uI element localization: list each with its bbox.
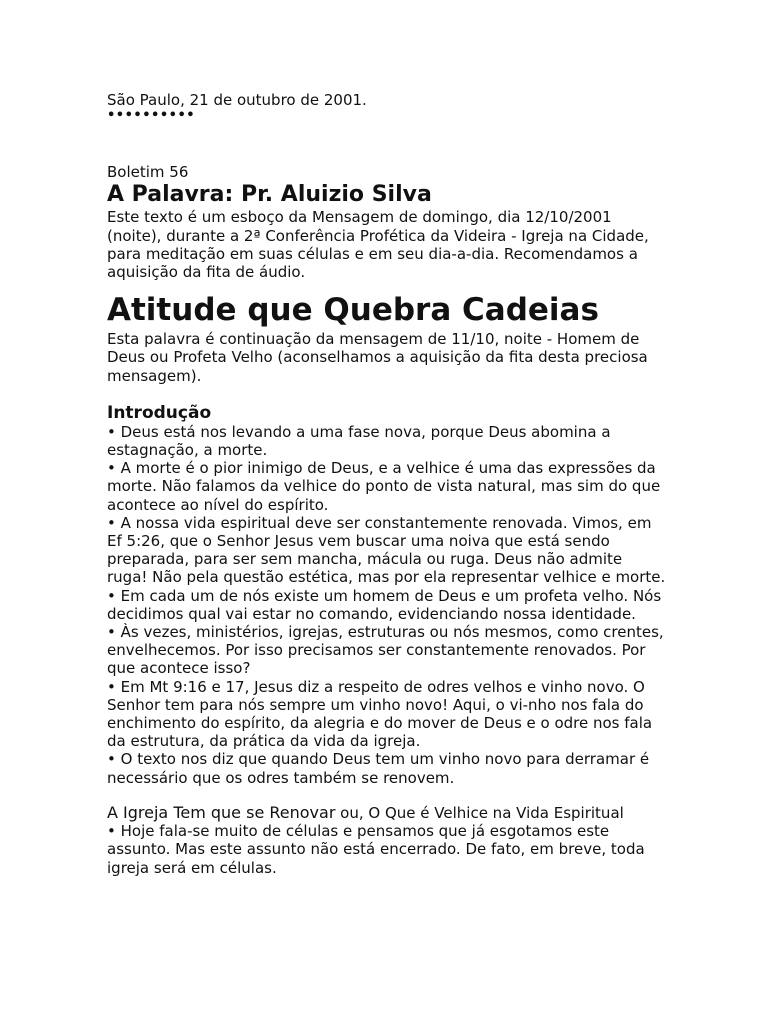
section-heading-main: A Igreja Tem que se Renovar <box>107 802 336 822</box>
bullet-item: • Em Mt 9:16 e 17, Jesus diz a respeito de odres velhos e vinho novo. O Senhor tem para nós sempre um vinho novo! Aqui, o vi-nho nos fala do enchimento do espírito, da alegria e do mover de Deus e o odre nos fala da estrutura, da prática da vida da igreja. <box>107 677 653 751</box>
bullet-item: • Às vezes, ministérios, igrejas, estruturas ou nós mesmos, como crentes, envelhecemos. Por isso precisamos ser constantemente renovados. Por que acontece isso? <box>107 623 664 678</box>
section-heading-introducao: Introdução <box>107 402 212 423</box>
bullet-item: • O texto nos diz que quando Deus tem um vinho novo para derramar é necessário que os odres também se renovem. <box>107 750 650 787</box>
section-heading-suffix: ou, O Que é Velhice na Vida Espiritual <box>335 803 624 822</box>
dot-separator: •••••••••• <box>107 108 196 124</box>
bulletin-title: A Palavra: Pr. Aluizio Silva <box>107 182 432 208</box>
spacer <box>107 385 667 403</box>
bulletin-label: Boletim 56 <box>107 163 189 182</box>
section-heading-igreja <box>107 804 667 822</box>
article-title: Atitude que Quebra Cadeias <box>107 292 599 329</box>
bullet-item: • Deus está nos levando a uma fase nova, porque Deus abomina a estagnação, a morte. <box>107 422 611 460</box>
article-lead: Esta palavra é continuação da mensagem de 11/10, noite - Homem de Deus ou Profeta Velho (aconselhamos a aquisição da fita desta preciosa mensagem). <box>107 330 648 385</box>
spacer <box>107 122 667 163</box>
spacer <box>107 787 667 804</box>
bullet-item: • A morte é o pior inimigo de Deus, e a velhice é uma das expressões da morte. Não falamos da velhice do ponto de vista natural, mas sim do que acontece ao nível do espírito. <box>107 459 661 514</box>
bullet-item: • Hoje fala-se muito de células e pensamos que já esgotamos este assunto. Mas este assunto não está encerrado. De fato, em breve, toda igreja será em células. <box>107 822 645 877</box>
date-line: São Paulo, 21 de outubro de 2001. <box>107 91 367 109</box>
bullet-item: • Em cada um de nós existe um homem de Deus e um profeta velho. Nós decidimos qual vai estar no comando, evidenciando nossa identidade. <box>107 586 662 623</box>
document-page <box>107 91 667 877</box>
bulletin-intro: Este texto é um esboço da Mensagem de domingo, dia 12/10/2001 (noite), durante a 2ª Conferência Profética da Videira - Igreja na Cidade, para meditação em suas células e em seu dia-a-dia. Recomendamos a aquisição da fita de áudio. <box>107 208 649 282</box>
bullet-item: • A nossa vida espiritual deve ser constantemente renovada. Vimos, em Ef 5:26, que o Senhor Jesus vem buscar uma noiva que está sendo preparada, para ser sem mancha, mácula ou ruga. Deus não admite ruga! Não pela questão estética, mas por ela representar velhice e morte. <box>107 513 666 587</box>
